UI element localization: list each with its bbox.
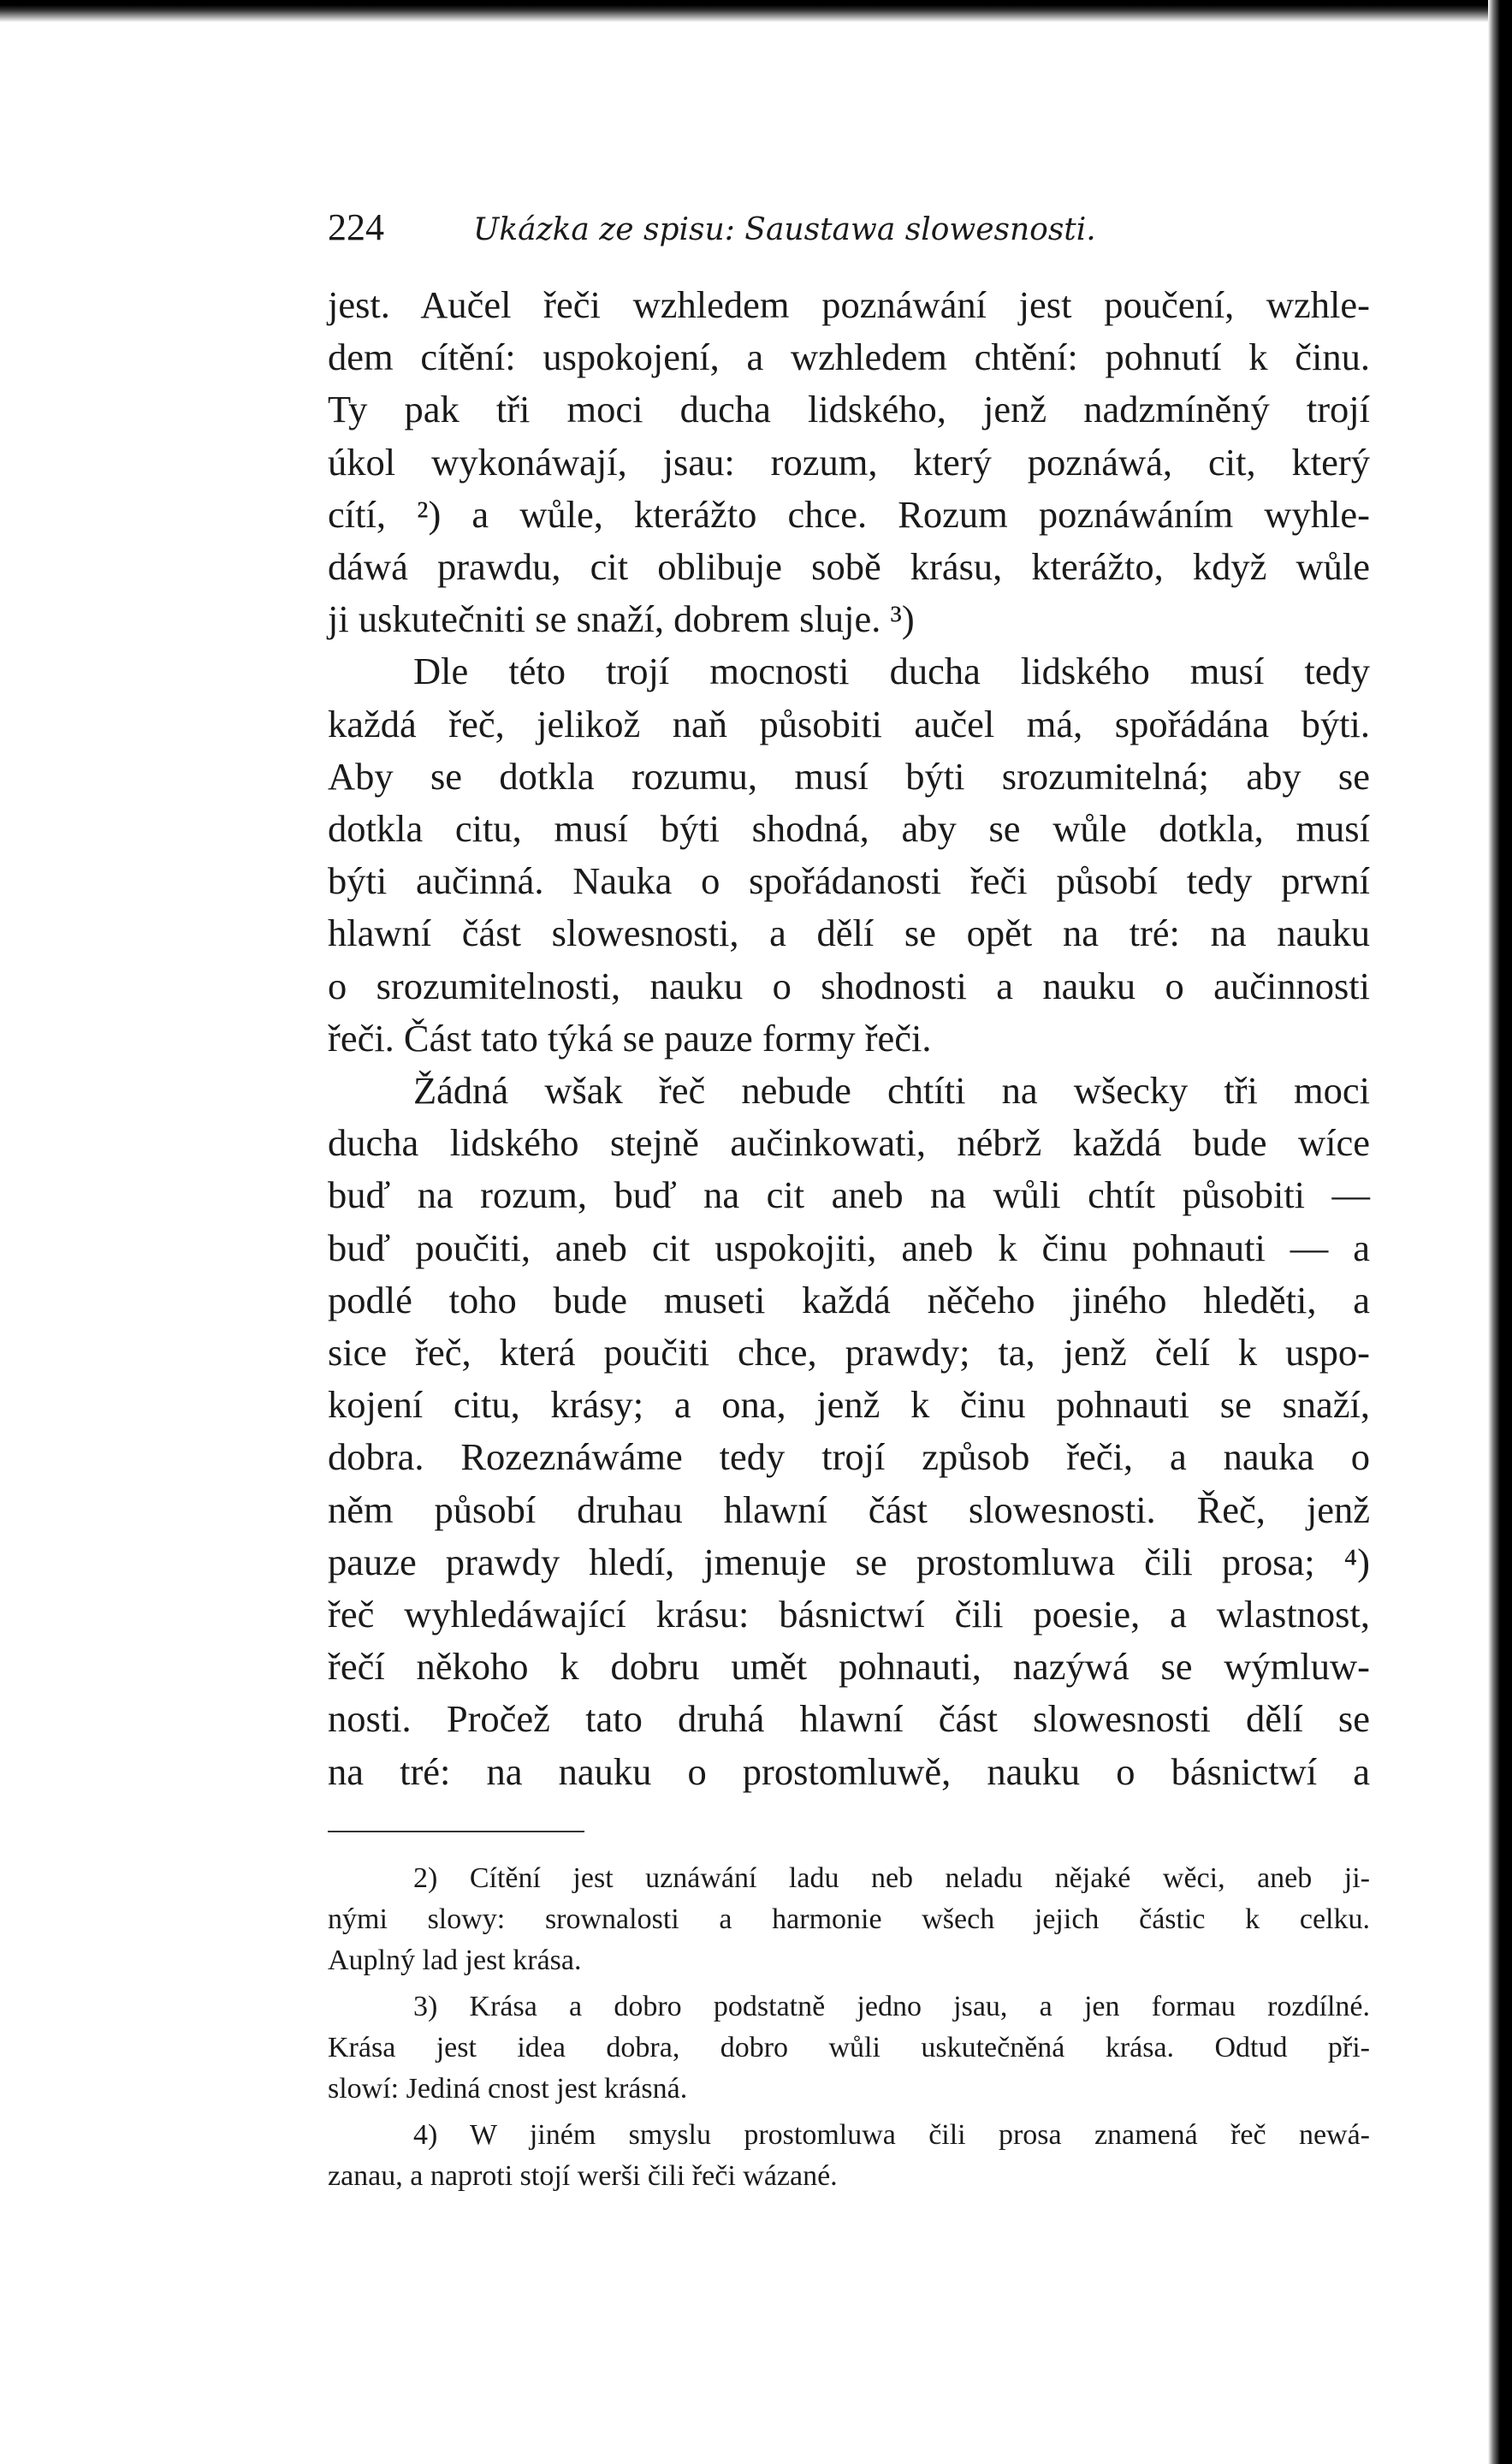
footnotes [328, 1858, 1370, 2197]
body-line: býti aučinná. Nauka o spořádanosti řeči působí tedy prwní [328, 859, 1370, 903]
body-line: ji uskutečniti se snaží, dobrem sluje. ³) [328, 597, 915, 641]
body-line: buď poučiti, aneb cit uspokojiti, aneb k činu pohnauti — a [328, 1226, 1370, 1269]
body-line: hlawní část slowesnosti, a dělí se opět na tré: na nauku [328, 911, 1370, 955]
footnote-line: Krása jest idea dobra, dobro wůli uskutečněná krása. Odtud při- [328, 2031, 1370, 2063]
body-line: pauze prawdy hledí, jmenuje se prostomluwa čili prosa; ⁴) [328, 1540, 1370, 1583]
footnote-line: nými slowy: srownalosti a harmonie wšech jejich částic k celku. [328, 1903, 1370, 1935]
scan-border-top [0, 0, 1512, 22]
body-text [328, 279, 1370, 1798]
footnote-3 [328, 1986, 1370, 2110]
footnote-line: zanau, a naproti stojí werši čili řeči wázané. [328, 2159, 838, 2192]
running-title: Ukázka ze spisu: Saustawa slowesnosti. [473, 212, 1096, 247]
body-line: Žádná wšak řeč nebude chtíti na wšecky tři moci [413, 1069, 1370, 1113]
body-line: podlé toho bude museti každá něčeho jiného hleděti, a [328, 1278, 1370, 1321]
body-line: dobra. Rozeznáwáme tedy trojí způsob řeči, a nauka o [328, 1435, 1370, 1479]
footnote-line: 3) Krása a dobro podstatně jedno jsau, a jen formau rozdílné. [413, 1990, 1370, 2022]
body-line: řečí někoho k dobru umět pohnauti, nazýwá se wýmluw- [328, 1645, 1370, 1689]
book-page [328, 205, 1370, 2202]
page-number: 224 [328, 206, 384, 248]
footnote-4 [328, 2115, 1370, 2197]
body-line: něm působí druhau hlawní část slowesnosti. Řeč, jenž [328, 1487, 1370, 1531]
body-line: kojení citu, krásy; a ona, jenž k činu pohnauti se snaží, [328, 1383, 1370, 1427]
footnote-2 [328, 1858, 1370, 1981]
body-line: ducha lidského stejně aučinkowati, nébrž každá bude wíce [328, 1121, 1370, 1165]
body-line: Ty pak tři moci ducha lidského, jenž nadzmíněný trojí [328, 388, 1370, 431]
body-line: řeči. Část tato týká se pauze formy řeči. [328, 1016, 932, 1060]
footnote-line: slowí: Jediná cnost jest krásná. [328, 2072, 688, 2105]
footnote-line: 4) W jiném smyslu prostomluwa čili prosa znamená řeč newá- [413, 2118, 1370, 2151]
footnote-line: Auplný lad jest krása. [328, 1944, 582, 1976]
body-line: úkol wykonáwají, jsau: rozum, který poznáwá, cit, který [328, 440, 1370, 484]
footnote-line: 2) Cítění jest uznáwání ladu neb neladu nějaké wěci, aneb ji- [413, 1861, 1370, 1894]
body-line: o srozumitelnosti, nauku o shodnosti a nauku o aučinnosti [328, 964, 1370, 1007]
scan-border-right [1488, 0, 1512, 2464]
body-line: každá řeč, jelikož naň působiti aučel má, spořádána býti. [328, 702, 1370, 745]
body-line: Dle této trojí mocnosti ducha lidského musí tedy [413, 650, 1370, 693]
body-line: sice řeč, která poučiti chce, prawdy; ta, jenž čelí k uspo- [328, 1331, 1370, 1374]
body-line: řeč wyhledáwající krásu: básnictwí čili poesie, a wlastnost, [328, 1593, 1370, 1636]
body-line: na tré: na nauku o prostomluwě, nauku o básnictwí a [328, 1749, 1370, 1793]
body-line: nosti. Pročež tato druhá hlawní část slowesnosti dělí se [328, 1697, 1370, 1741]
body-line: jest. Aučel řeči wzhledem poznáwání jest poučení, wzhle- [328, 283, 1370, 326]
footnote-separator [328, 1831, 584, 1832]
body-line: dáwá prawdu, cit oblibuje sobě krásu, kterážto, když wůle [328, 545, 1370, 589]
body-line: buď na rozum, buď na cit aneb na wůli chtít působiti — [328, 1173, 1370, 1217]
body-line: dotkla citu, musí býti shodná, aby se wůle dotkla, musí [328, 807, 1370, 851]
body-line: cítí, ²) a wůle, kterážto chce. Rozum poznáwáním wyhle- [328, 492, 1370, 536]
body-line: dem cítění: uspokojení, a wzhledem chtění: pohnutí k činu. [328, 335, 1370, 379]
body-line: Aby se dotkla rozumu, musí býti srozumitelná; aby se [328, 754, 1370, 798]
running-head [328, 205, 1370, 257]
